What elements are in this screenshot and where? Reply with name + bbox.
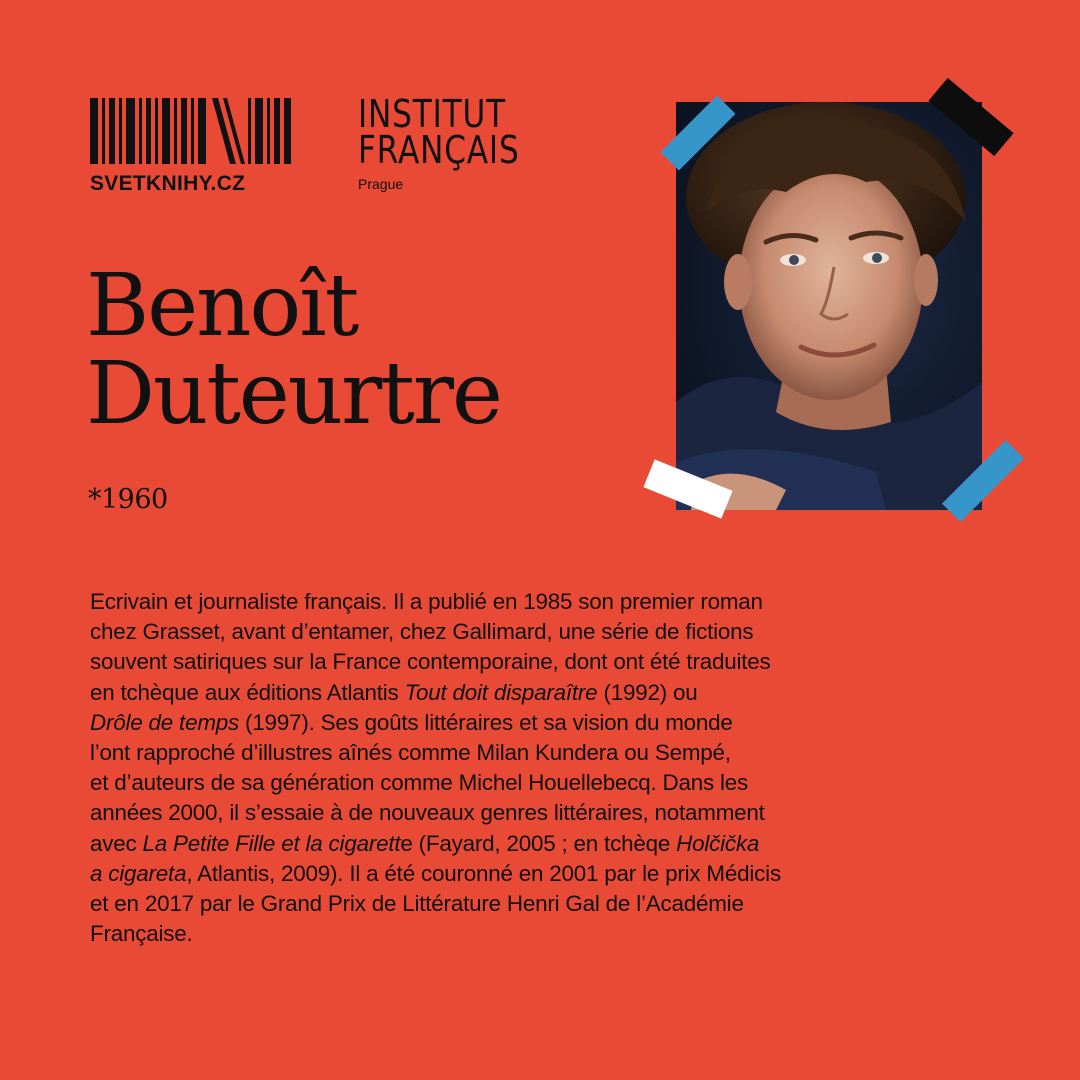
bio-text: (1997). Ses goûts littéraires et sa vision du monde (239, 709, 733, 735)
bio-line: l’ont rapproché d’illustres aînés comme Milan Kundera ou Sempé, (90, 740, 731, 766)
author-name (86, 256, 501, 444)
bio-line: Ecrivain et journaliste français. Il a publié en 1985 son premier roman (90, 589, 763, 614)
author-photo-frame (676, 102, 982, 510)
svetknihy-label: SVETKNIHY.CZ (90, 172, 246, 195)
institut-line-2: FRANÇAIS (358, 128, 520, 172)
author-photo (676, 102, 982, 510)
bio-line (90, 678, 995, 708)
book-title: Drôle de temps (90, 709, 240, 735)
book-title: Holčička (676, 830, 760, 856)
bio-text: avec (90, 830, 143, 856)
bio-line (90, 708, 995, 738)
institut-francais-logo (358, 92, 555, 192)
bio-text: , Atlantis, 2009). Il a été couronné en 2001 par le prix Médicis (186, 860, 781, 886)
bio-line: souvent satiriques sur la France contemporaine, dont ont été traduites (90, 649, 771, 675)
bio-line: chez Grasset, avant d’entamer, chez Gallimard, une série de fictions (90, 619, 754, 645)
barcode-icon (90, 98, 292, 164)
author-birth-year: *1960 (88, 484, 168, 515)
book-title: a cigareta (90, 860, 187, 886)
book-title: La Petite Fille et la cigarett (142, 830, 401, 856)
bio-line (90, 829, 995, 859)
institut-line-1: INSTITUT (358, 92, 506, 136)
author-biography (90, 587, 995, 949)
bio-text: e (Fayard, 2005 ; en tchèqe (400, 830, 677, 856)
bio-line: Française. (90, 921, 193, 947)
bio-text: en tchèque aux éditions Atlantis (90, 679, 405, 705)
bio-line: années 2000, il s’essaie à de nouveaux genres littéraires, notamment (90, 800, 765, 826)
bio-line: et d’auteurs de sa génération comme Michel Houellebecq. Dans les (90, 770, 749, 796)
svetknihy-logo (90, 98, 295, 196)
bio-text: (1992) ou (597, 679, 698, 705)
bio-line (90, 859, 995, 889)
author-first-name: Benoît (86, 256, 358, 356)
portrait-illustration (676, 102, 982, 510)
book-title: Tout doit disparaître (404, 679, 598, 705)
bio-line: et en 2017 par le Grand Prix de Littérature Henri Gal de l’Académie (90, 891, 744, 917)
author-last-name: Duteurtre (86, 344, 501, 444)
institut-city: Prague (358, 176, 404, 192)
